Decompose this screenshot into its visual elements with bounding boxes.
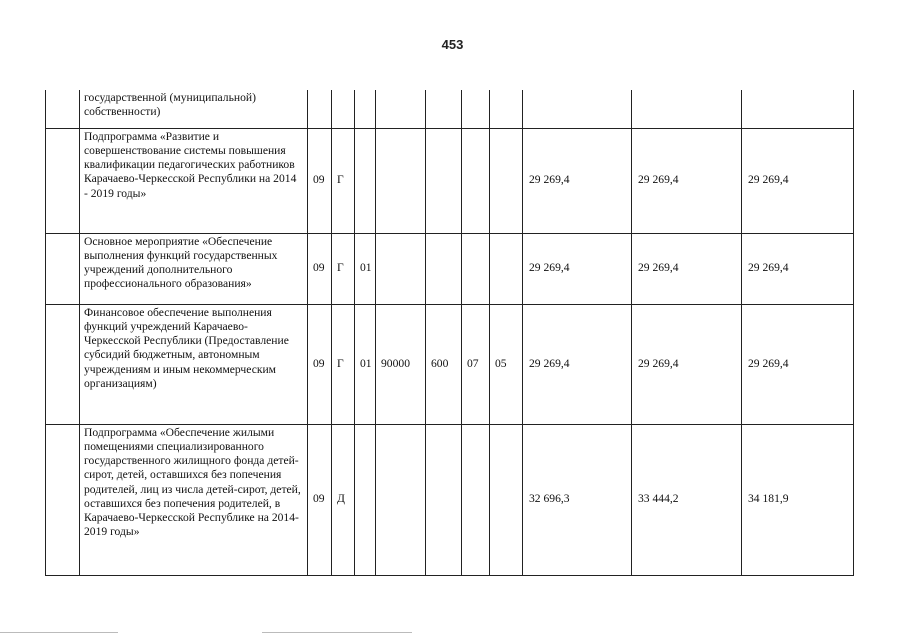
pp-code-cell: Г bbox=[332, 233, 355, 304]
row-index-cell bbox=[46, 128, 80, 233]
year2-amount-cell: 29 269,4 bbox=[632, 128, 742, 233]
rz-code-cell bbox=[462, 424, 490, 575]
pr-code-cell bbox=[490, 90, 523, 128]
year1-amount-cell: 32 696,3 bbox=[523, 424, 632, 575]
nr-code-cell bbox=[376, 128, 426, 233]
vr-code-cell bbox=[426, 128, 462, 233]
scan-artifact-line bbox=[262, 632, 412, 633]
row-index-cell bbox=[46, 233, 80, 304]
row-index-cell bbox=[46, 304, 80, 424]
year3-amount-cell: 29 269,4 bbox=[742, 233, 854, 304]
rz-code-cell bbox=[462, 128, 490, 233]
om-code-cell: 01 bbox=[355, 304, 376, 424]
nr-code-cell bbox=[376, 424, 426, 575]
budget-table bbox=[45, 90, 854, 576]
year3-amount-cell: 34 181,9 bbox=[742, 424, 854, 575]
pr-code-cell bbox=[490, 128, 523, 233]
gp-code-cell bbox=[308, 90, 332, 128]
table-row bbox=[46, 90, 854, 128]
item-name-cell: Основное мероприятие «Обеспечение выполнения функций государственных учреждений дополнительного профессионального образования» bbox=[80, 233, 308, 304]
rz-code-cell bbox=[462, 90, 490, 128]
vr-code-cell: 600 bbox=[426, 304, 462, 424]
pp-code-cell: Д bbox=[332, 424, 355, 575]
year2-amount-cell: 29 269,4 bbox=[632, 233, 742, 304]
item-name-cell: Финансовое обеспечение выполнения функций учреждений Карачаево-Черкесской Республики (Предоставление субсидий бюджетным, автономным учреждениям и иным некоммерческим организациям) bbox=[80, 304, 308, 424]
om-code-cell bbox=[355, 424, 376, 575]
table-row bbox=[46, 233, 854, 304]
nr-code-cell bbox=[376, 233, 426, 304]
year1-amount-cell bbox=[523, 90, 632, 128]
pp-code-cell bbox=[332, 90, 355, 128]
item-name-cell: Подпрограмма «Обеспечение жилыми помещениями специализированного государственного жилищного фонда детей-сирот, детей, оставшихся без попечения родителей, лиц из числа детей-сирот, детей, оставшихся без попечения родителей, в Карачаево-Черкесской Республике на 2014-2019 годы» bbox=[80, 424, 308, 575]
year2-amount-cell bbox=[632, 90, 742, 128]
year2-amount-cell: 33 444,2 bbox=[632, 424, 742, 575]
pr-code-cell: 05 bbox=[490, 304, 523, 424]
om-code-cell: 01 bbox=[355, 233, 376, 304]
vr-code-cell bbox=[426, 424, 462, 575]
om-code-cell bbox=[355, 90, 376, 128]
nr-code-cell bbox=[376, 90, 426, 128]
vr-code-cell bbox=[426, 233, 462, 304]
year3-amount-cell: 29 269,4 bbox=[742, 128, 854, 233]
year3-amount-cell bbox=[742, 90, 854, 128]
year1-amount-cell: 29 269,4 bbox=[523, 128, 632, 233]
pr-code-cell bbox=[490, 233, 523, 304]
rz-code-cell bbox=[462, 233, 490, 304]
om-code-cell bbox=[355, 128, 376, 233]
nr-code-cell: 90000 bbox=[376, 304, 426, 424]
table-row bbox=[46, 128, 854, 233]
rz-code-cell: 07 bbox=[462, 304, 490, 424]
year1-amount-cell: 29 269,4 bbox=[523, 304, 632, 424]
table-row bbox=[46, 424, 854, 575]
row-index-cell bbox=[46, 424, 80, 575]
row-index-cell bbox=[46, 90, 80, 128]
pp-code-cell: Г bbox=[332, 304, 355, 424]
item-name-cell: Подпрограмма «Развитие и совершенствование системы повышения квалификации педагогических работников Карачаево-Черкесской Республики на 2014 - 2019 годы» bbox=[80, 128, 308, 233]
scan-artifact-line bbox=[0, 632, 118, 633]
gp-code-cell: 09 bbox=[308, 233, 332, 304]
gp-code-cell: 09 bbox=[308, 128, 332, 233]
table-row bbox=[46, 304, 854, 424]
year2-amount-cell: 29 269,4 bbox=[632, 304, 742, 424]
year1-amount-cell: 29 269,4 bbox=[523, 233, 632, 304]
year3-amount-cell: 29 269,4 bbox=[742, 304, 854, 424]
pr-code-cell bbox=[490, 424, 523, 575]
gp-code-cell: 09 bbox=[308, 424, 332, 575]
gp-code-cell: 09 bbox=[308, 304, 332, 424]
vr-code-cell bbox=[426, 90, 462, 128]
pp-code-cell: Г bbox=[332, 128, 355, 233]
item-name-cell: государственной (муниципальной) собственности) bbox=[80, 90, 308, 128]
page-number: 453 bbox=[441, 37, 464, 52]
